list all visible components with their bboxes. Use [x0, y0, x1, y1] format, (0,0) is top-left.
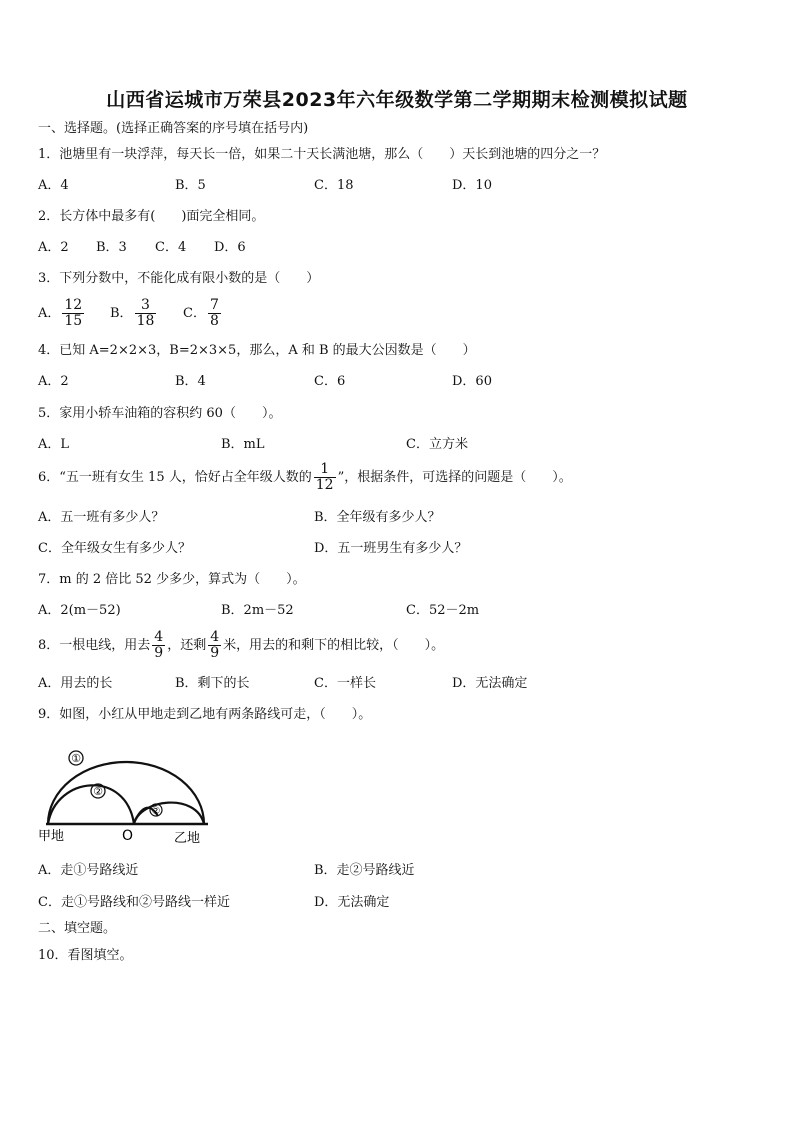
q3-option-a-label: A．	[38, 306, 61, 321]
question-10: 10．看图填空。	[38, 948, 133, 963]
fraction-denominator: 15	[64, 313, 83, 329]
fraction-denominator: 18	[136, 313, 155, 329]
fraction-numerator: 4	[210, 629, 220, 645]
q2-option-b: B．3	[96, 240, 127, 255]
question-7: 7．m 的 2 倍比 52 少多少，算式为（ ）。	[38, 572, 306, 587]
q9-option-d: D．无法确定	[314, 895, 390, 910]
q3-option-b-label: B．	[110, 306, 133, 321]
q6-option-b: B．全年级有多少人？	[314, 510, 441, 525]
fraction-numerator: 12	[64, 297, 83, 313]
q6-option-a: A．五一班有多少人？	[38, 510, 165, 525]
question-4: 4．已知 A=2×2×3，B=2×3×5，那么，A 和 B 的最大公因数是（ ）	[38, 343, 476, 358]
q1-option-b: B．5	[175, 178, 206, 193]
q4-option-c: C．6	[314, 374, 346, 389]
fraction	[152, 630, 165, 661]
route-2b-label: ②	[151, 806, 161, 817]
q7-option-b: B．2m－52	[221, 603, 294, 618]
q5-option-c: C．立方米	[406, 437, 468, 452]
q8-option-d: D．无法确定	[452, 676, 528, 691]
question-6	[38, 462, 572, 493]
route-diagram	[36, 744, 216, 844]
q8-option-a: A．用去的长	[38, 676, 113, 691]
fraction-denominator: 9	[154, 645, 164, 661]
q5-option-b: B．mL	[221, 437, 265, 452]
fraction-denominator: 8	[209, 313, 219, 329]
q3-option-c-label: C．	[183, 306, 206, 321]
q7-option-a: A．2(m－52)	[38, 603, 121, 618]
q6-option-c: C．全年级女生有多少人？	[38, 541, 191, 556]
q7-option-c: C．52－2m	[406, 603, 480, 618]
q1-option-d: D．10	[452, 178, 492, 193]
midpoint-label: O	[122, 828, 134, 844]
q9-option-a: A．走①号路线近	[38, 863, 139, 878]
fraction-denominator: 12	[315, 477, 334, 493]
route-2-arc-right	[134, 803, 204, 824]
start-label: 甲地	[38, 829, 65, 844]
fraction-denominator: 9	[210, 645, 220, 661]
route-1-arc	[48, 762, 204, 824]
q4-option-a: A．2	[38, 374, 69, 389]
page-title: 山西省运城市万荣县2023年六年级数学第二学期期末检测模拟试题	[106, 89, 688, 111]
question-9: 9．如图，小红从甲地走到乙地有两条路线可走，（ ）。	[38, 707, 372, 722]
question-8-text-end: 米，用去的和剩下的相比较，（ ）。	[223, 638, 445, 653]
section-heading-choice: 一、选择题。(选择正确答案的序号填在括号内)	[38, 121, 309, 136]
q9-option-c: C．走①号路线和②号路线一样近	[38, 895, 230, 910]
fraction	[62, 298, 84, 329]
section-heading-fill: 二、填空题。	[38, 921, 117, 936]
q2-option-a: A．2	[38, 240, 69, 255]
question-6-text-end: ”，根据条件，可选择的问题是（ ）。	[337, 470, 572, 485]
question-8-text-start: 8．一根电线，用去	[38, 638, 151, 653]
q2-option-d: D．6	[214, 240, 246, 255]
fraction-numerator: 7	[209, 297, 219, 313]
fraction	[135, 298, 157, 329]
q3-option-a	[38, 298, 86, 329]
fraction-numerator: 4	[154, 629, 164, 645]
q5-option-a: A．L	[38, 437, 70, 452]
end-label: 乙地	[174, 831, 201, 844]
fraction	[208, 298, 221, 329]
q6-option-d: D．五一班男生有多少人？	[314, 541, 468, 556]
fraction	[314, 462, 336, 493]
q1-option-a: A．4	[38, 178, 69, 193]
q8-option-c: C．一样长	[314, 676, 376, 691]
q3-option-b	[110, 298, 158, 329]
question-1: 1．池塘里有一块浮萍，每天长一倍，如果二十天长满池塘，那么（ ）天长到池塘的四分之一？	[38, 147, 606, 162]
route-2-label: ②	[93, 785, 103, 798]
q1-option-c: C．18	[314, 178, 354, 193]
question-2: 2．长方体中最多有( )面完全相同。	[38, 209, 265, 224]
q2-option-c: C．4	[155, 240, 187, 255]
question-3: 3．下列分数中，不能化成有限小数的是（ ）	[38, 271, 320, 286]
question-5: 5．家用小轿车油箱的容积约 60（ ）。	[38, 406, 282, 421]
route-1-label: ①	[71, 752, 81, 765]
fraction-numerator: 3	[135, 298, 157, 314]
q8-option-b: B．剩下的长	[175, 676, 250, 691]
question-8-text-middle: ，还剩	[167, 638, 207, 653]
q3-option-c	[183, 298, 223, 329]
fraction	[208, 630, 221, 661]
question-8	[38, 630, 444, 661]
q9-option-b: B．走②号路线近	[314, 863, 415, 878]
question-6-text-start: 6．“五一班有女生 15 人，恰好占全年级人数的	[38, 470, 312, 485]
fraction-numerator: 1	[314, 462, 336, 478]
q4-option-d: D．60	[452, 374, 492, 389]
q4-option-b: B．4	[175, 374, 206, 389]
